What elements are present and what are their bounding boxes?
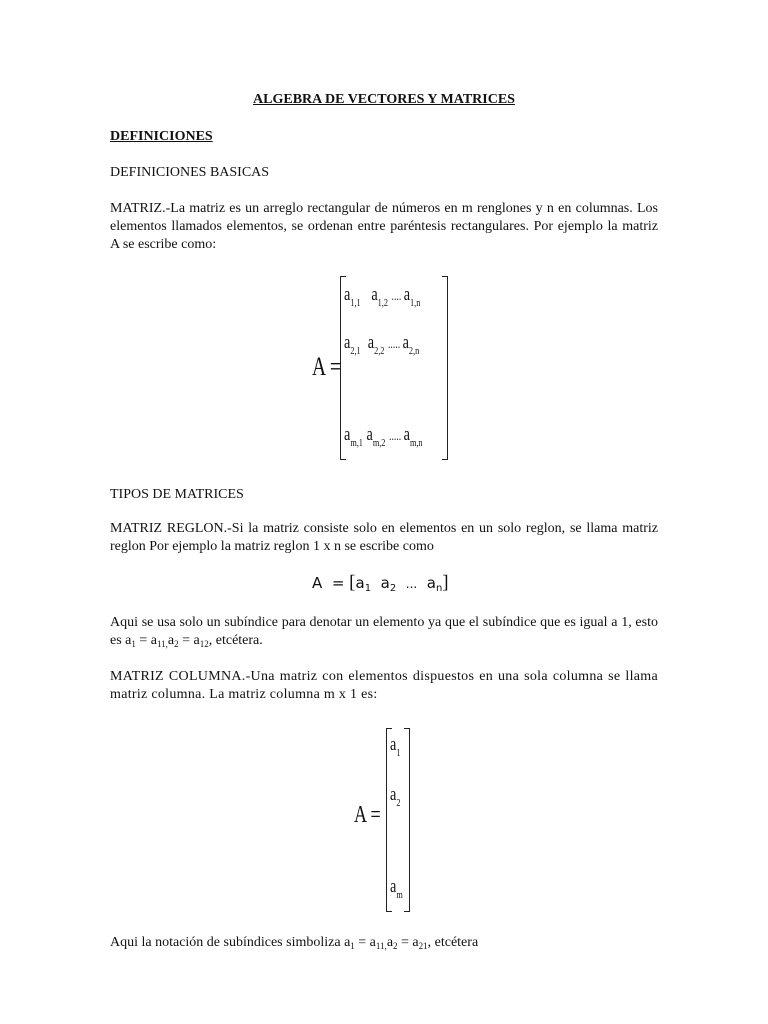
subsection-heading: DEFINICIONES BASICAS <box>110 165 270 180</box>
column-entry-m: $a_m$ <box>390 876 403 901</box>
paragraph-reglon: MATRIZ REGLON.-Si la matriz consiste solo en elementos en un solo reglon, se llama matriz reglon Por ejemplo la matriz reglon 1 x n se escribe como <box>110 521 658 554</box>
section-heading: DEFINICIONES <box>110 129 213 144</box>
column-matrix-lhs: A = <box>354 802 381 828</box>
column-matrix-figure <box>350 726 420 914</box>
document-title: ALGEBRA DE VECTORES Y MATRICES <box>253 92 515 107</box>
paragraph-aqui-2: Aqui la notación de subíndices simboliza $a_1 = a_{11,}a_2 = a_{21}$, etcétera <box>110 935 479 951</box>
column-entry-2: $a_2$ <box>390 784 401 809</box>
paragraph-columna: MATRIZ COLUMNA.-Una matriz con elementos dispuestos en una sola columna se llama matriz columna. La matriz columna m x 1 es: <box>110 669 658 702</box>
matrix-row-1: $a_{1,1}$ $a_{1,2}$ .... $a_{1,n}$ <box>344 284 421 309</box>
column-entry-1: $a_1$ <box>390 734 401 759</box>
paragraph-matriz: MATRIZ.-La matriz es un arreglo rectangular de números en m renglones y n en columnas. Los elementos llamados elementos, se ordenan entre paréntesis rectangulares. Por ejemplo la matriz A se escribe como: <box>110 201 658 252</box>
right-bracket <box>442 276 448 460</box>
matrix-lhs: A = <box>312 352 341 381</box>
matrix-row-m: $a_{m,1}$ $a_{m,2}$ ..... $a_{m,n}$ <box>344 424 423 449</box>
paragraph-aqui-1: Aqui se usa solo un subíndice para denotar un elemento ya que el subíndice que es igual a 1, esto es $a_1 = a_{11,}a_2 = a_{12}$, etcétera. <box>110 615 658 649</box>
tipos-heading: TIPOS DE MATRICES <box>110 487 244 502</box>
right-bracket <box>404 728 410 912</box>
row-matrix-formula: $A = [a_1$ $a_2$ ... $a_n$] <box>312 572 449 594</box>
matrix-row-2: $a_{2,1}$ $a_{2,2}$ ..... $a_{2,n}$ <box>344 332 420 357</box>
matrix-figure <box>310 272 460 462</box>
